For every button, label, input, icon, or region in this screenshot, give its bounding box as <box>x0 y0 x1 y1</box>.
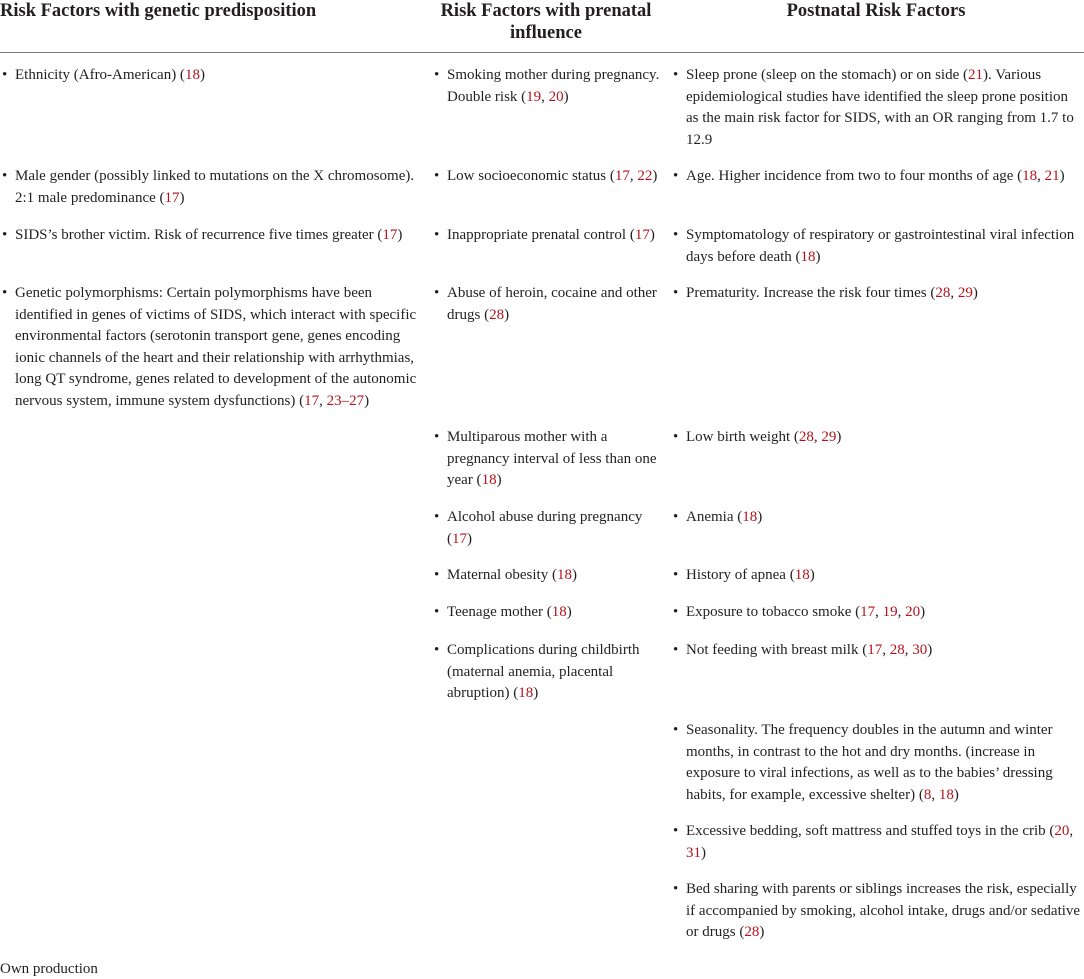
bullet: • <box>434 642 440 658</box>
bullet: • <box>2 168 8 184</box>
cell-text: Age. Higher incidence from two to four months of age ( <box>686 168 1023 184</box>
citation-link[interactable]: 29 <box>821 429 837 445</box>
citation-link[interactable]: 18 <box>551 604 567 620</box>
prenatal-item <box>432 640 664 705</box>
citation-link[interactable]: 8 <box>923 786 932 803</box>
cell-text: ) <box>757 509 763 525</box>
cell-text: ). Various epidemiological studies have identified the sleep prone position as the main risk factor for SIDS, with an OR ranging from 1.7 to 12.9 <box>686 67 1074 148</box>
bullet: • <box>434 227 440 243</box>
cell-text: ) <box>504 306 510 323</box>
citation-link[interactable]: 17 <box>614 168 630 184</box>
citation-link[interactable]: 17 <box>634 227 650 243</box>
bullet: • <box>673 227 679 243</box>
citation-link[interactable]: 21 <box>1044 168 1060 184</box>
cell-text: , <box>541 88 549 105</box>
cell-text: Maternal obesity ( <box>447 567 557 583</box>
cell-text: ) <box>920 604 926 620</box>
citation-link[interactable]: 28 <box>744 924 760 940</box>
bullet: • <box>673 567 679 583</box>
postnatal-item <box>671 879 1084 944</box>
bullet: • <box>673 168 679 184</box>
cell-text: SIDS’s brother victim. Risk of recurrence five times greater ( <box>15 227 383 243</box>
cell-text: Exposure to tobacco smoke ( <box>686 604 861 620</box>
postnatal-item <box>671 507 1084 529</box>
prenatal-item <box>432 507 664 550</box>
citation-link[interactable]: 18 <box>518 685 534 701</box>
citation-link[interactable]: 18 <box>556 567 572 583</box>
bullet: • <box>2 67 8 83</box>
cell-text: Low socioeconomic status ( <box>447 168 615 184</box>
citation-link[interactable]: 30 <box>912 642 928 658</box>
cell-text: Ethnicity (Afro-American) ( <box>15 67 185 83</box>
cell-text: ) <box>571 567 577 583</box>
cell-text: , <box>904 642 913 658</box>
bullet: • <box>673 67 679 83</box>
cell-text: ) <box>467 530 472 547</box>
bullet: • <box>673 881 679 897</box>
citation-link[interactable]: 18 <box>794 567 810 583</box>
cell-text: ) <box>836 429 842 445</box>
cell-text: Complications during childbirth (maternal anemia, placental abruption) ( <box>447 642 640 701</box>
citation-link[interactable]: 21 <box>968 67 984 83</box>
cell-text: ) <box>179 189 185 206</box>
cell-text: ) <box>809 567 815 583</box>
cell-text: Sleep prone (sleep on the stomach) or on side ( <box>686 67 969 83</box>
bullet: • <box>434 429 440 445</box>
postnatal-item <box>671 821 1084 864</box>
genetic-item <box>0 65 428 87</box>
bullet: • <box>434 567 440 583</box>
citation-link[interactable]: 20 <box>1054 823 1070 839</box>
postnatal-item <box>671 225 1084 268</box>
citation-link[interactable]: 28 <box>798 429 814 445</box>
cell-text: , <box>950 285 958 301</box>
cell-text: , <box>629 168 638 184</box>
citation-link[interactable]: 28 <box>489 306 505 323</box>
cell-text: , <box>319 392 327 409</box>
prenatal-item <box>432 65 664 108</box>
cell-text: Not feeding with breast milk ( <box>686 642 868 658</box>
postnatal-item <box>671 283 1084 305</box>
cell-text: , <box>813 429 822 445</box>
cell-text: ) <box>364 392 370 409</box>
bullet: • <box>434 285 440 301</box>
cell-text: ) <box>815 248 821 265</box>
citation-link[interactable]: 18 <box>481 472 497 488</box>
cell-text: Bed sharing with parents or siblings increases the risk, especially if accompanied by smoking, alcohol intake, drugs and/or sedative or drugs ( <box>686 881 1081 940</box>
cell-text: ) <box>701 844 706 861</box>
genetic-item <box>0 283 428 412</box>
cell-text: Excessive bedding, soft mattress and stuffed toys in the crib ( <box>686 823 1055 839</box>
cell-text: ) <box>533 685 539 701</box>
citation-link[interactable]: 19 <box>526 88 542 105</box>
citation-link[interactable]: 17 <box>867 642 883 658</box>
postnatal-item <box>671 640 1084 662</box>
citation-link[interactable]: 18 <box>1022 168 1038 184</box>
cell-text: Seasonality. The frequency doubles in the autumn and winter months, in contrast to the hot and dry months. (increase in exposure to viral infections, as well as to the babies’ dressing habits, for example, excessive shelter) ( <box>686 722 1053 803</box>
cell-text: ) <box>972 285 978 301</box>
bullet: • <box>673 285 679 301</box>
citation-link[interactable]: 19 <box>882 604 898 620</box>
citation-link[interactable]: 17 <box>164 189 180 206</box>
citation-link[interactable]: 20 <box>548 88 564 105</box>
cell-text: ) <box>496 472 502 488</box>
cell-text: Multiparous mother with a pregnancy interval of less than one year ( <box>447 429 657 488</box>
cell-text: Male gender (possibly linked to mutations on the X chromosome). 2:1 male predominance ( <box>15 168 415 206</box>
cell-text: Prematurity. Increase the risk four times ( <box>686 285 936 301</box>
cell-text: Alcohol abuse during pregnancy ( <box>447 509 643 547</box>
cell-text: ) <box>652 168 658 184</box>
bullet: • <box>673 429 679 445</box>
cell-text: Anemia ( <box>686 509 743 525</box>
citation-link[interactable]: 29 <box>957 285 973 301</box>
cell-text: ) <box>397 227 403 243</box>
citation-link[interactable]: 22 <box>637 168 653 184</box>
citation-link[interactable]: 17 <box>860 604 876 620</box>
cell-text: ) <box>1059 168 1065 184</box>
bullet: • <box>434 604 440 620</box>
bullet: • <box>434 509 440 525</box>
bullet: • <box>673 722 679 738</box>
cell-text: Teenage mother ( <box>447 604 552 620</box>
cell-text: ) <box>563 88 569 105</box>
bullet: • <box>434 168 440 184</box>
cell-text: , <box>1037 168 1045 184</box>
cell-text: Low birth weight ( <box>686 429 799 445</box>
cell-text: Symptomatology of respiratory or gastrointestinal viral infection days before death ( <box>686 227 1075 265</box>
cell-text: Smoking mother during pregnancy. Double risk ( <box>447 67 660 105</box>
cell-text: , <box>882 642 890 658</box>
postnatal-item <box>671 602 1084 624</box>
citation-link[interactable]: 23–27 <box>326 392 365 409</box>
bullet: • <box>673 604 679 620</box>
cell-text: Genetic polymorphisms: Certain polymorphisms have been identified in genes of victims of SIDS, which interact with specific environmental factors (serotonin transport gene, genes encoding ionic channels of the heart and their relationship with arrhythmias, long QT syndrome, genes related to development of the autonomic nervous system, immune system dysfunctions) ( <box>15 285 417 409</box>
bullet: • <box>673 642 679 658</box>
source-note: Own production <box>0 961 98 977</box>
prenatal-item <box>432 565 664 587</box>
cell-text: , <box>1069 823 1074 839</box>
cell-text: ) <box>759 924 765 940</box>
citation-link[interactable]: 28 <box>889 642 905 658</box>
citation-link[interactable]: 17 <box>382 227 398 243</box>
cell-text: , <box>897 604 906 620</box>
cell-text: Inappropriate prenatal control ( <box>447 227 635 243</box>
postnatal-item <box>671 565 1084 587</box>
header-postnatal: Postnatal Risk Factors <box>786 1 966 21</box>
header-prenatal: Risk Factors with prenatal influence <box>440 1 652 43</box>
citation-link[interactable]: 31 <box>686 844 701 861</box>
table-header <box>0 0 1084 53</box>
citation-link[interactable]: 18 <box>184 67 200 83</box>
bullet: • <box>434 67 440 83</box>
citation-link[interactable]: 28 <box>935 285 951 301</box>
bullet: • <box>2 227 8 243</box>
bullet: • <box>673 823 679 839</box>
bullet: • <box>2 285 8 301</box>
genetic-item <box>0 166 428 209</box>
prenatal-item <box>432 283 664 326</box>
citation-link[interactable]: 18 <box>742 509 758 525</box>
cell-text: ) <box>953 786 959 803</box>
bullet: • <box>673 509 679 525</box>
citation-link[interactable]: 17 <box>452 530 467 547</box>
prenatal-item <box>432 427 664 492</box>
prenatal-item <box>432 166 664 188</box>
postnatal-item <box>671 166 1084 188</box>
cell-text: Abuse of heroin, cocaine and other drugs ( <box>447 285 657 323</box>
cell-text: , <box>931 786 939 803</box>
cell-text: History of apnea ( <box>686 567 795 583</box>
prenatal-item <box>432 225 664 247</box>
citation-link[interactable]: 17 <box>304 392 320 409</box>
header-genetic: Risk Factors with genetic predisposition <box>0 1 317 21</box>
postnatal-item <box>671 65 1084 151</box>
postnatal-item <box>671 720 1084 806</box>
genetic-item <box>0 225 428 247</box>
citation-link[interactable]: 20 <box>905 604 921 620</box>
cell-text: , <box>875 604 883 620</box>
postnatal-item <box>671 427 1084 449</box>
cell-text: ) <box>566 604 572 620</box>
cell-text: ) <box>199 67 205 83</box>
cell-text: ) <box>649 227 655 243</box>
prenatal-item <box>432 602 664 624</box>
citation-link[interactable]: 18 <box>938 786 954 803</box>
cell-text: ) <box>927 642 933 658</box>
citation-link[interactable]: 18 <box>800 248 816 265</box>
